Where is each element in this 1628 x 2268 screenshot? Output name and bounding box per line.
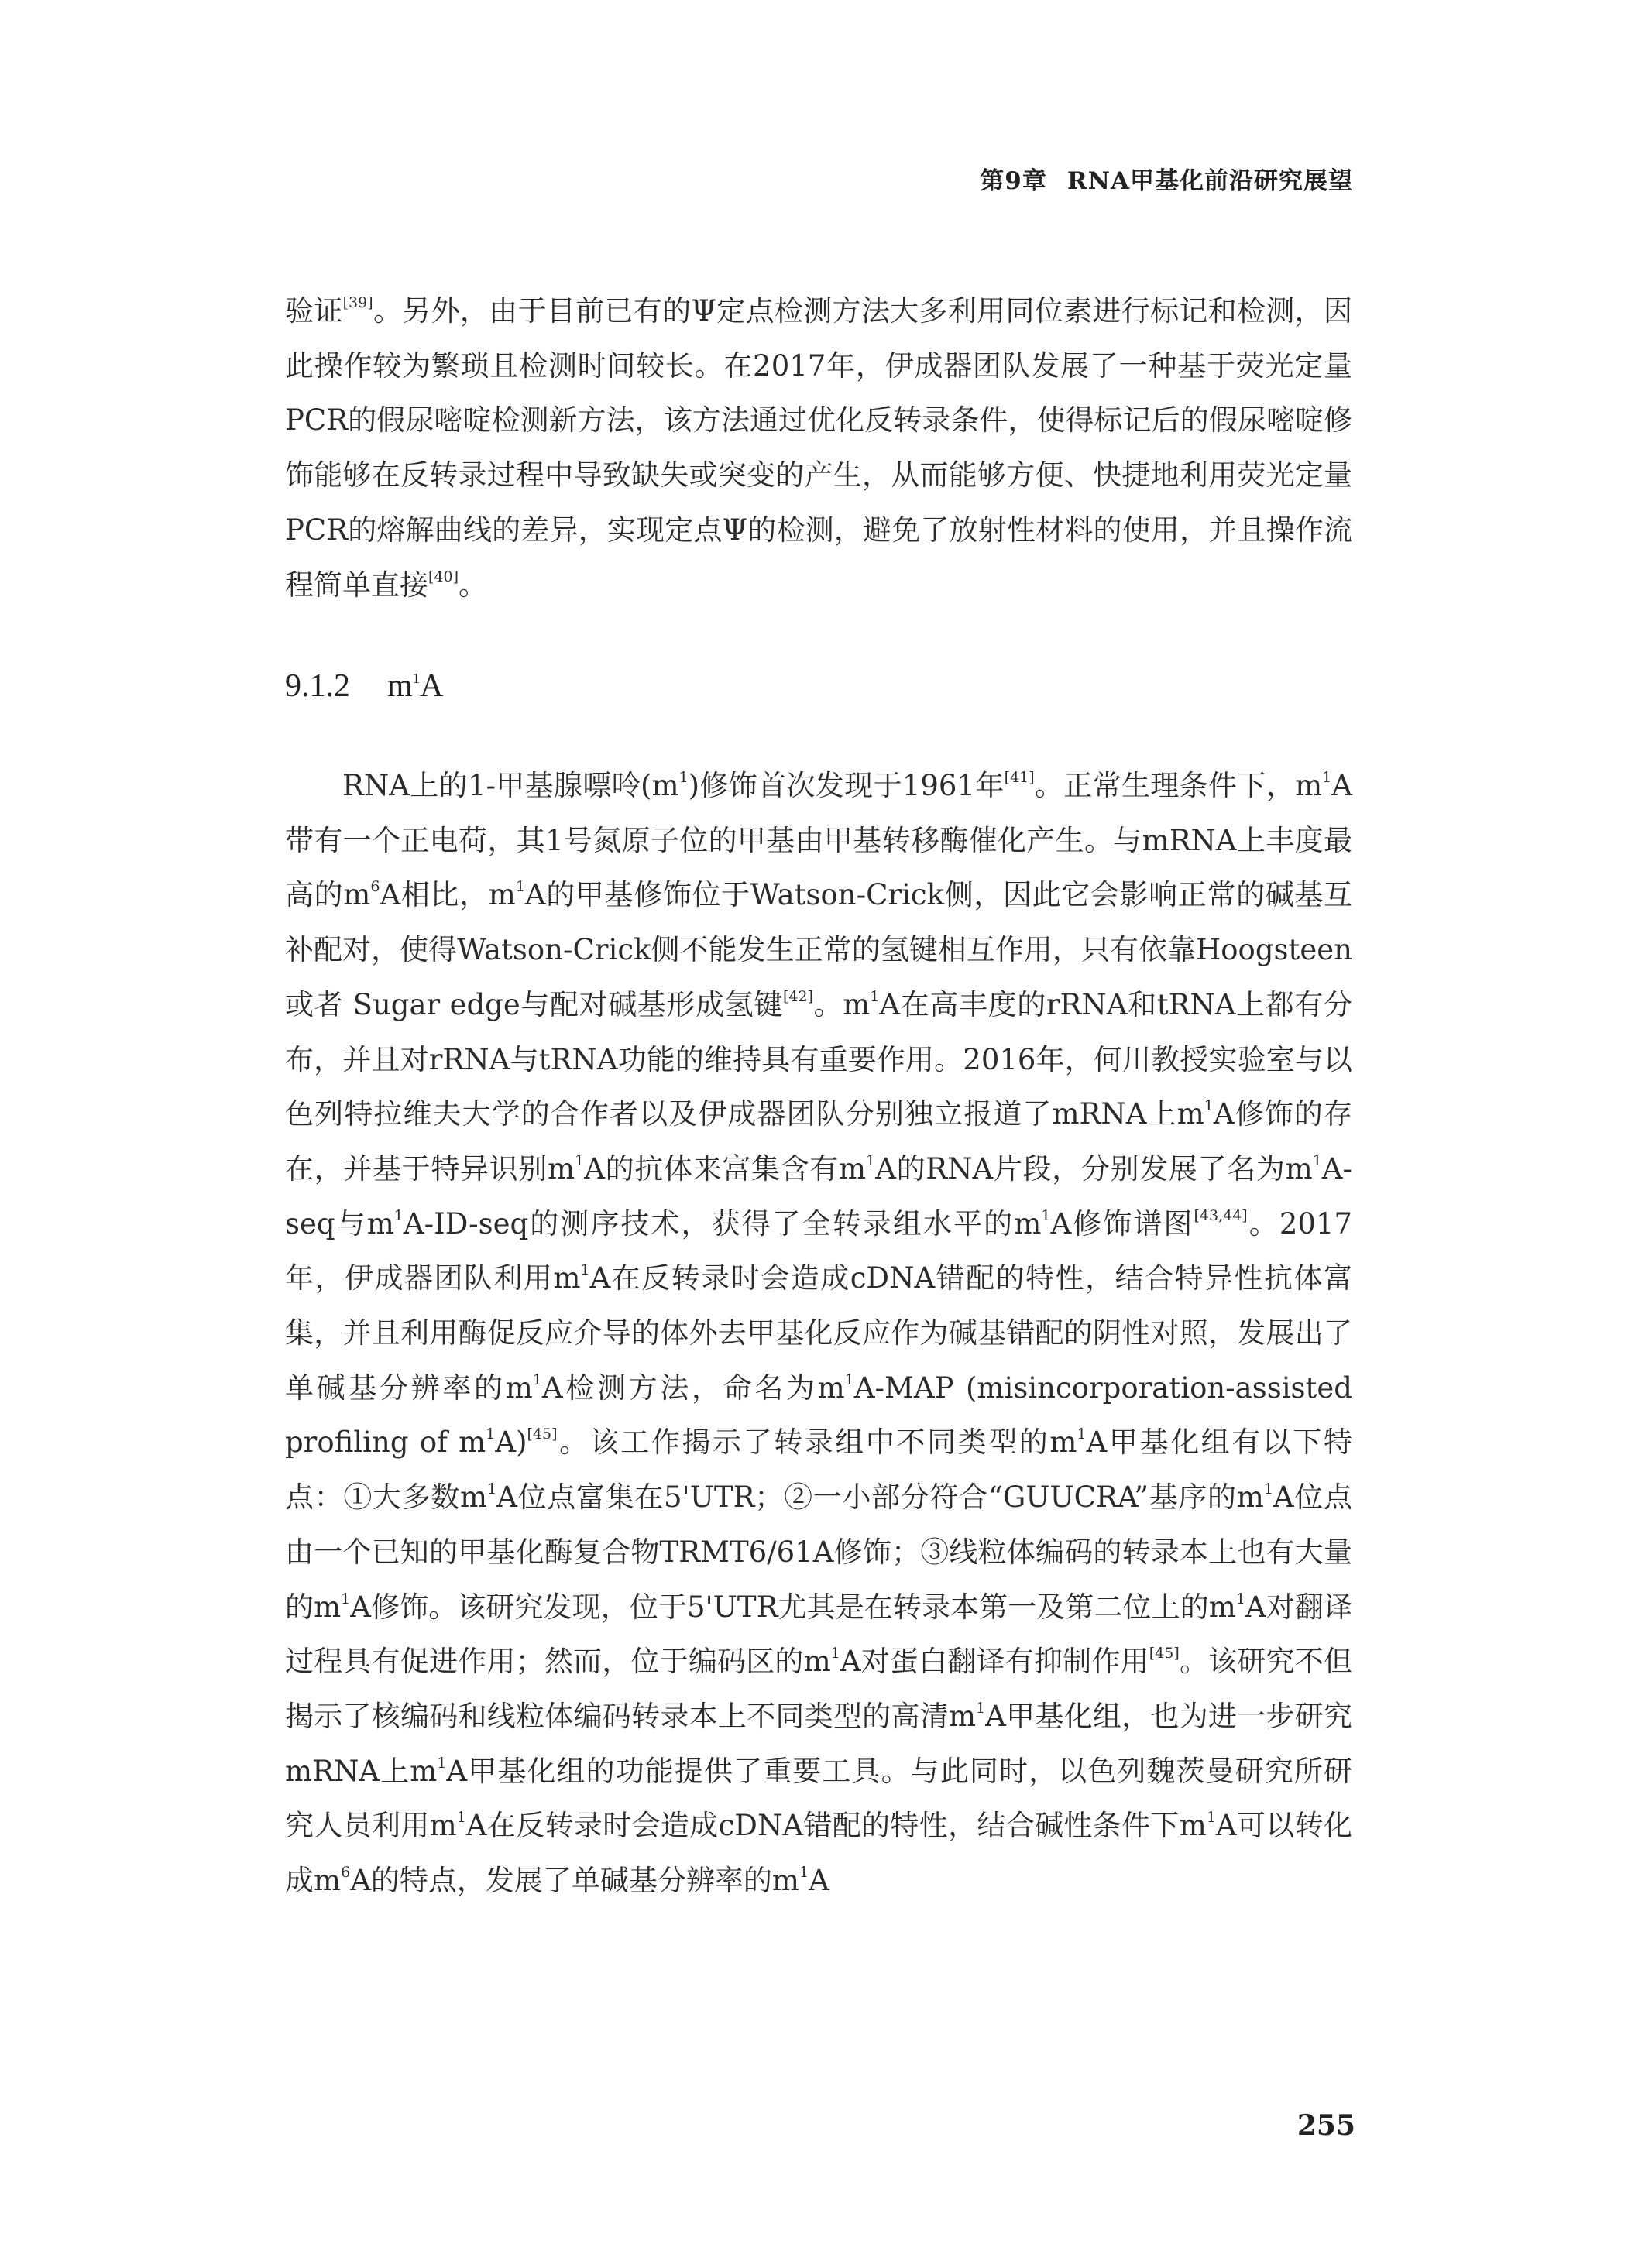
citation: [39] <box>342 294 373 311</box>
citation: [45] <box>527 1426 558 1443</box>
citation: [42] <box>782 987 813 1005</box>
citation: [43,44] <box>1194 1206 1248 1224</box>
citation: [45] <box>1149 1645 1180 1662</box>
section-heading <box>285 667 444 705</box>
citation: [41] <box>1004 769 1035 786</box>
running-head <box>980 161 1353 196</box>
page-number: 255 <box>1297 2109 1355 2142</box>
section-title: $m^1A$ <box>387 668 444 704</box>
paragraph-2-text: RNA上的1-甲基腺嘌呤$(m^1)$修饰首次发现于1961年[41]。正常生理条件下，$m^1A$带有一个正电荷，其1号氮原子位的甲基由甲基转移酶催化产生。与mRNA上丰度最高的$m^6A$相比，$m^1A$的甲基修饰位于Watson-Crick侧，因此它会影响正常的碱基互补配对，使得Watson-Crick侧不能发生正常的氢键相互作用，只有依靠Hoogsteen或者 Sugar edge与配对碱基形成氢键[42]。$m^1A$在高丰度的rRNA和tRNA上都有分布，并且对rRNA与tRNA功能的维持具有重要作用。2016年，何川教授实验室与以色列特拉维夫大学的合作者以及伊成器团队分别独立报道了mRNA上$m^1A$修饰的存在，并基于特异识别$m^1A$的抗体来富集含有$m^1A$的RNA片段，分别发展了名为$m^1A$-seq与$m^1A-ID$-seq的测序技术，获得了全转录组水平的$m^1A$修饰谱图[43,44]。2017年，伊成器团队利用$m^1A$在反转录时会造成cDNA错配的特性，结合特异性抗体富集，并且利用酶促反应介导的体外去甲基化反应作为碱基错配的阴性对照，发展出了单碱基分辨率的$m^1A$检测方法，命名为$m^1A$-MAP (misincorporation-assisted profiling of $m^1A)[45]$。该工作揭示了转录组中不同类型的$m^1A$甲基化组有以下特点：①大多数$m^1A$位点富集在5'UTR；②一小部分符合“GUUCRA”基序的$m^1A$位点由一个已知的甲基化酶复合物TRMT6/61A修饰；③线粒体编码的转录本上也有大量的$m^1A$修饰。该研究发现，位于5'UTR尤其是在转录本第一及第二位上的$m^1A$对翻译过程具有促进作用；然而，位于编码区的$m^1A$对蛋白翻译有抑制作用[45]。该研究不但揭示了核编码和线粒体编码转录本上不同类型的高清$m^1A$甲基化组，也为进一步研究mRNA上$m^1A$甲基化组的功能提供了重要工具。与此同时，以色列魏茨曼研究所研究人员利用$m^1A$在反转录时会造成cDNA错配的特性，结合碱性条件下$m^1A$可以转化成$m^6A$的特点，发展了单碱基分辨率的$m^1A$ <box>285 769 1353 1898</box>
chapter-label: 第9章 <box>980 167 1047 195</box>
chapter-title: RNA甲基化前沿研究展望 <box>1066 167 1353 195</box>
paragraph-1-text: 验证[39]。另外，由于目前已有的Ψ定点检测方法大多利用同位素进行标记和检测，因此操作较为繁琐且检测时间较长。在2017年，伊成器团队发展了一种基于荧光定量PCR的假尿嘧啶检测新方法，该方法通过优化反转录条件，使得标记后的假尿嘧啶修饰能够在反转录过程中导致缺失或突变的产生，从而能够方便、快捷地利用荧光定量PCR的熔解曲线的差异，实现定点Ψ的检测，避免了放射性材料的使用，并且操作流程简单直接[40]。 <box>285 294 1352 602</box>
citation: [40] <box>428 568 459 585</box>
paragraph-1 <box>285 284 1352 612</box>
paragraph-2 <box>285 759 1352 1909</box>
section-number: 9.1.2 <box>285 668 350 704</box>
